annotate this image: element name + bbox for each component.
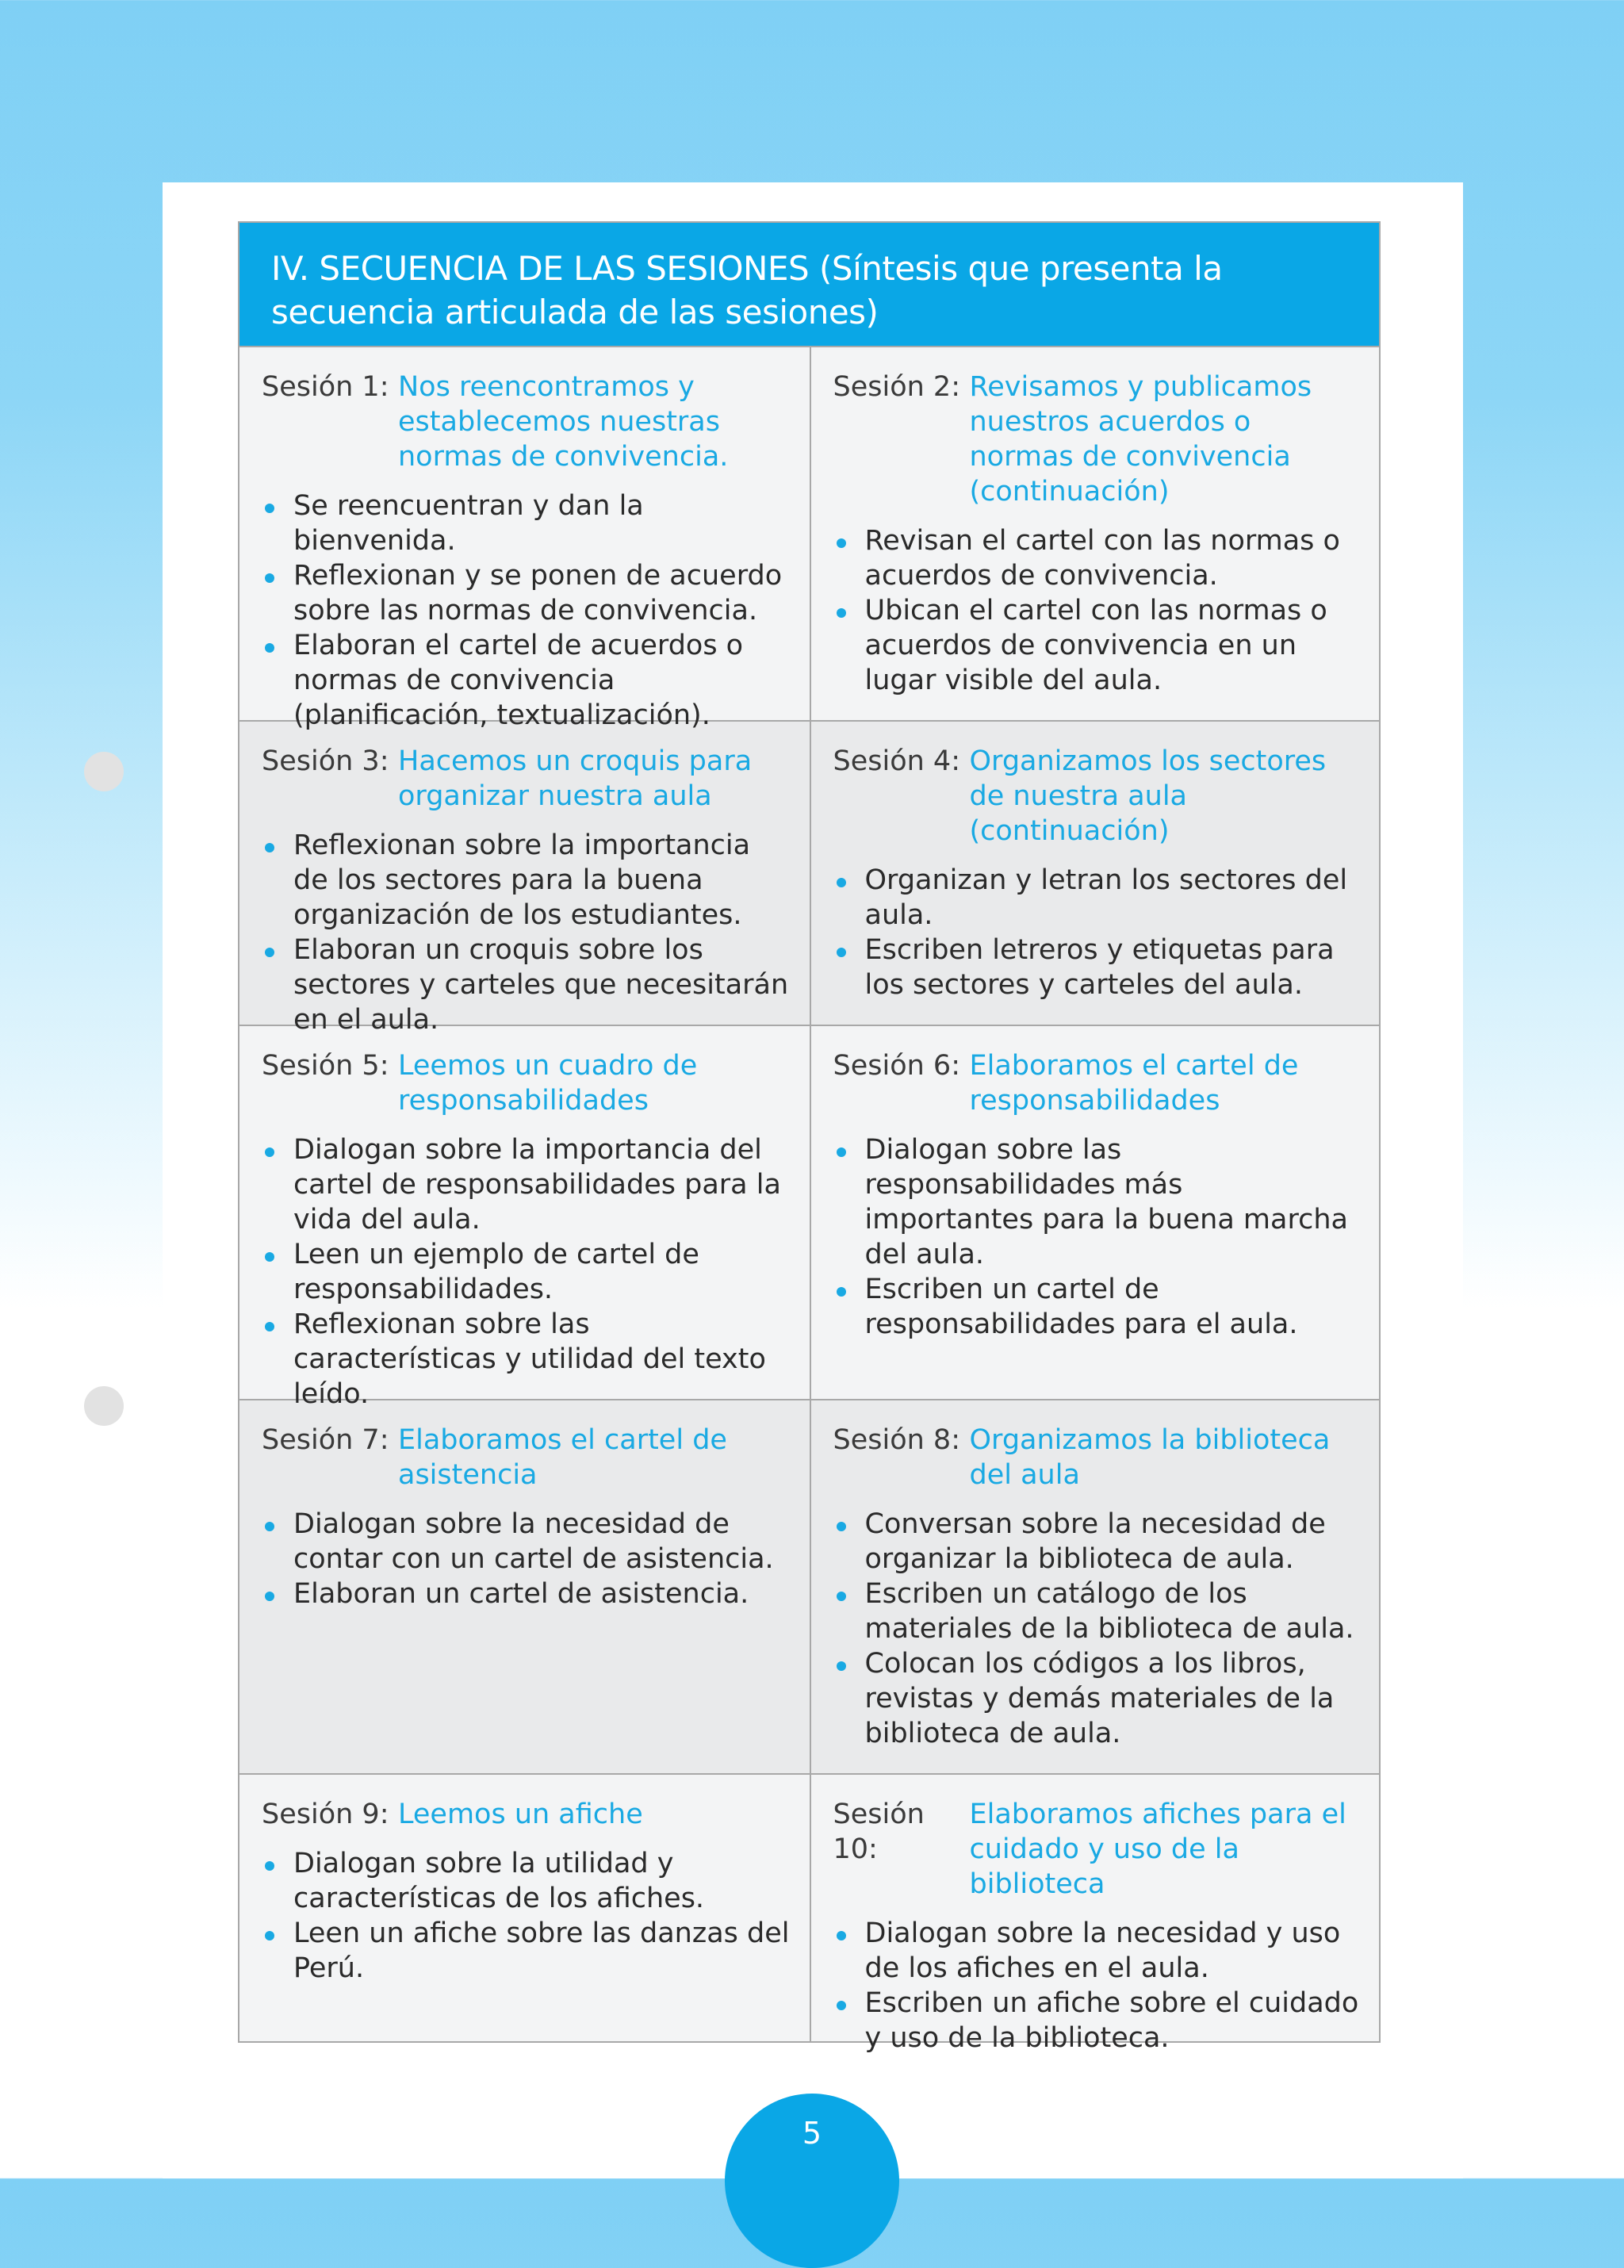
session-label: Sesión 10:	[833, 1799, 925, 1865]
activity-item: Escriben un afiche sobre el cuidado y uso de la biblioteca.	[864, 1987, 1359, 2054]
session-cell	[810, 347, 1380, 720]
activity-item: Se reencuentran y dan la bienvenida.	[293, 488, 791, 558]
activity-item: Elaboran un cartel de asistencia.	[293, 1576, 791, 1611]
sessions-row	[239, 347, 1379, 731]
page-number: 5	[802, 2116, 822, 2151]
activity-item: Reflexionan y se ponen de acuerdo sobre las normas de convivencia.	[293, 558, 791, 628]
activity-item: Elaboran un croquis sobre los sectores y carteles que necesitarán en el aula.	[293, 933, 791, 1037]
session-header	[833, 744, 1361, 849]
session-cell	[239, 1400, 810, 1773]
session-header	[833, 1048, 1361, 1118]
session-label: Sesión 7:	[262, 1424, 389, 1456]
session-label: Sesión 6:	[833, 1050, 960, 1082]
session-title: Revisamos y publicamos nuestros acuerdos o normas de convivencia (continuación)	[969, 371, 1312, 508]
activity-list	[262, 828, 791, 1037]
activity-list	[833, 1507, 1361, 1751]
activity-item: Dialogan sobre la necesidad de contar con un cartel de asistencia.	[293, 1507, 791, 1576]
activity-item: Conversan sobre la necesidad de organizar la biblioteca de aula.	[865, 1507, 1361, 1576]
activity-list	[262, 488, 791, 733]
session-label: Sesión 1:	[262, 371, 389, 403]
activity-list	[833, 523, 1361, 698]
session-title: Nos reencontramos y establecemos nuestras normas de convivencia.	[398, 371, 729, 473]
session-label: Sesión 4:	[833, 745, 960, 777]
activity-list	[833, 1132, 1361, 1342]
session-header	[262, 744, 791, 814]
activity-item: Dialogan sobre la utilidad y características de los afiches.	[293, 1846, 791, 1916]
session-cell	[239, 722, 810, 1036]
session-title: Leemos un afiche	[398, 1799, 643, 1830]
session-title: Hacemos un croquis para organizar nuestra aula	[398, 745, 753, 812]
session-header	[262, 1797, 791, 1832]
activity-item: Reflexionan sobre la importancia de los sectores para la buena organización de los estudiantes.	[293, 828, 791, 933]
activity-item: Dialogan sobre la necesidad y uso de los afiches en el aula.	[865, 1916, 1361, 1986]
session-title: Organizamos los sectores de nuestra aula (continuación)	[969, 745, 1327, 847]
section-title: IV. SECUENCIA DE LAS SESIONES (Síntesis que presenta la secuencia articulada de las sesiones)	[239, 223, 1379, 347]
activity-list	[262, 1132, 791, 1412]
sessions-row	[239, 722, 1379, 1036]
activity-item: Escriben letreros y etiquetas para los sectores y carteles del aula.	[865, 933, 1361, 1002]
activity-item: Dialogan sobre las responsabilidades más importantes para la buena marcha del aula.	[865, 1132, 1361, 1272]
session-header	[262, 1423, 791, 1492]
session-cell	[239, 347, 810, 731]
activity-item: Colocan los códigos a los libros, revistas y demás materiales de la biblioteca de aula.	[865, 1646, 1361, 1751]
session-label: Sesión 8:	[833, 1424, 960, 1456]
session-label: Sesión 2:	[833, 371, 960, 403]
activity-item: Reflexionan sobre las características y utilidad del texto leído.	[293, 1307, 791, 1412]
page-number-badge	[725, 2094, 899, 2268]
activity-item: Revisan el cartel con las normas o acuerdos de convivencia.	[865, 523, 1361, 593]
sessions-row	[239, 1026, 1379, 1410]
session-cell	[239, 1026, 810, 1410]
activity-list	[262, 1846, 791, 1986]
session-header	[262, 1048, 791, 1118]
session-header	[833, 1423, 1361, 1492]
session-title: Elaboramos el cartel de responsabilidades	[969, 1050, 1299, 1117]
session-title: Elaboramos afiches para el cuidado y uso de la biblioteca	[969, 1799, 1346, 1900]
session-label: Sesión 5:	[262, 1050, 389, 1082]
sessions-row	[239, 1775, 1379, 2054]
punch-hole-bottom	[84, 1386, 124, 1426]
session-label: Sesión 9:	[262, 1799, 389, 1830]
punch-hole-top	[84, 752, 124, 791]
session-title: Organizamos la biblioteca del aula	[969, 1424, 1331, 1491]
activity-item: Ubican el cartel con las normas o acuerdos de convivencia en un lugar visible del aula.	[865, 593, 1361, 698]
session-cell	[810, 722, 1380, 1025]
activity-list	[262, 1507, 791, 1611]
session-cell	[239, 1775, 810, 2041]
session-cell	[810, 1775, 1380, 2054]
session-header	[833, 370, 1361, 509]
activity-item: Elaboran el cartel de acuerdos o normas de convivencia (planificación, textualización).	[293, 628, 791, 733]
session-label: Sesión 3:	[262, 745, 389, 777]
session-header	[262, 370, 791, 474]
session-header	[833, 1797, 1361, 1902]
activity-item: Organizan y letran los sectores del aula.	[865, 863, 1361, 933]
sessions-table	[238, 221, 1381, 2054]
activity-item: Leen un afiche sobre las danzas del Perú.	[293, 1917, 790, 1984]
activity-item: Dialogan sobre la importancia del cartel de responsabilidades para la vida del aula.	[293, 1132, 791, 1237]
session-title: Elaboramos el cartel de asistencia	[398, 1424, 727, 1491]
activity-item: Leen un ejemplo de cartel de responsabilidades.	[293, 1237, 791, 1307]
sessions-row	[239, 1400, 1379, 1775]
activity-item: Escriben un catálogo de los materiales de la biblioteca de aula.	[865, 1576, 1361, 1646]
session-cell	[810, 1026, 1380, 1399]
session-cell	[810, 1400, 1380, 1773]
activity-list	[833, 1916, 1361, 2055]
activity-item: Escriben un cartel de responsabilidades para el aula.	[865, 1272, 1361, 1342]
session-title: Leemos un cuadro de responsabilidades	[398, 1050, 698, 1117]
activity-list	[833, 863, 1361, 1002]
